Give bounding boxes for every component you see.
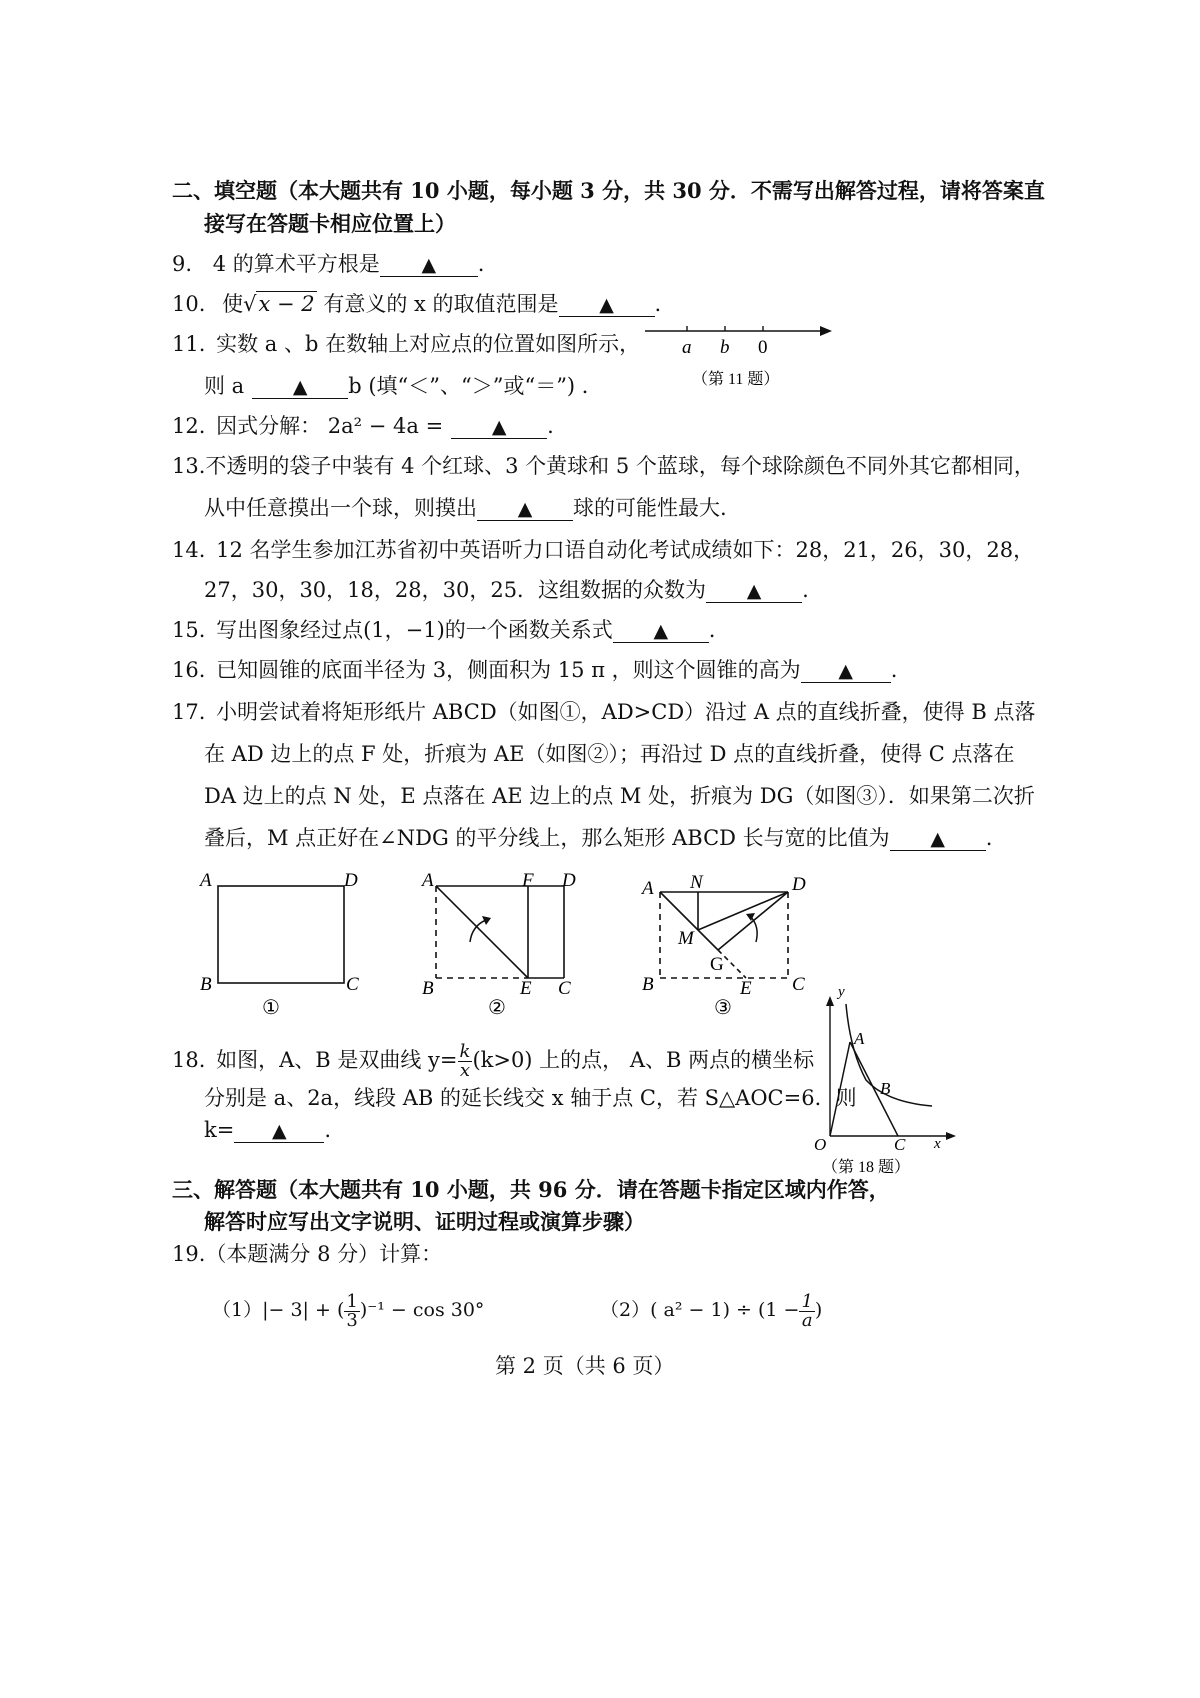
- q19-part1-fraction: [344, 1290, 359, 1331]
- label-a: a: [682, 337, 692, 358]
- q19-part2-label: （2）: [600, 1299, 651, 1321]
- figure-2-label: ②: [488, 997, 506, 1019]
- vertex-D: D: [792, 874, 806, 895]
- section2-title-line2: 接写在答题卡相应位置上）: [204, 211, 456, 236]
- q17-text-4: 叠后，M 点正好在∠NDG 的平分线上，那么矩形 ABCD 长与宽的比值为: [204, 826, 890, 850]
- vertex-M: M: [678, 928, 694, 949]
- q19-part2-pre: ( a² − 1) ÷ (1 −: [650, 1299, 800, 1321]
- q15-text: 写出图象经过点(1，−1)的一个函数关系式: [216, 618, 613, 642]
- section2-title-line1: 二、填空题（本大题共有 10 小题，每小题 3 分，共 30 分．不需写出解答过程，请将答案直: [172, 178, 1045, 203]
- q9-number: 9.: [172, 252, 193, 276]
- segment-MD: [698, 892, 788, 930]
- q19-part2: [600, 1290, 822, 1330]
- vertex-C: C: [346, 974, 359, 995]
- triangle-icon: ▲: [653, 620, 669, 642]
- q13-answer-blank: [477, 497, 573, 521]
- q10-post: 有意义的 x 的取值范围是: [323, 292, 559, 316]
- vertex-C: C: [558, 978, 571, 999]
- vertex-F: F: [522, 870, 534, 891]
- q9-end: .: [477, 252, 485, 276]
- question-14-line2: [204, 576, 809, 604]
- vertex-E: E: [740, 978, 752, 999]
- q17-answer-blank: [890, 827, 986, 851]
- question-15: [172, 616, 715, 644]
- q15-answer-blank: [613, 619, 709, 643]
- q19-part1-post: )⁻¹ − cos 30°: [359, 1299, 485, 1321]
- q18-text-post: (k>0) 上的点， A、B 两点的横坐标: [472, 1048, 815, 1072]
- q19-part1-num: 1: [346, 1290, 358, 1312]
- question-10: [172, 290, 661, 318]
- q9-text: 4 的算术平方根是: [212, 252, 380, 276]
- q17-figure-1: [196, 868, 376, 1028]
- question-12: [172, 412, 554, 440]
- question-9: [172, 250, 484, 278]
- x-arrow-icon: [946, 1132, 956, 1140]
- q19-part1-den: 3: [346, 1309, 358, 1331]
- q14-answer-blank: [706, 579, 802, 603]
- q13-text: 不透明的袋子中装有 4 个红球、3 个黄球和 5 个蓝球，每个球除颜色不同外其它都相同，: [205, 454, 1035, 478]
- question-11-line1: [172, 330, 640, 358]
- figure-18-caption: （第 18 题）: [822, 1159, 911, 1176]
- q14-number: 14.: [172, 538, 206, 562]
- q10-number: 10.: [172, 292, 206, 316]
- q18-text-pre: 如图，A、B 是双曲线 y=: [216, 1048, 458, 1072]
- triangle-icon: ▲: [491, 416, 507, 438]
- rectangle-abcd: [218, 886, 344, 983]
- q18-frac-num: k: [459, 1041, 471, 1062]
- q14-text: 12 名学生参加江苏省初中英语听力口语自动化考试成绩如下：28，21，26，30，28，: [216, 538, 1035, 562]
- crease-AE: [436, 886, 528, 978]
- q10-radicand: x − 2: [258, 292, 315, 316]
- figure-1-label: ①: [262, 997, 280, 1019]
- q12-text: 因式分解： 2a² − 4a =: [216, 414, 444, 438]
- vertex-D: D: [344, 870, 358, 891]
- label-zero: 0: [758, 337, 768, 358]
- q19-text: （本题满分 8 分）计算：: [205, 1242, 443, 1266]
- number-line-figure: [640, 318, 840, 398]
- crease-DG: [718, 892, 788, 950]
- y-arrow-icon: [826, 996, 834, 1006]
- q18-k-label: k=: [204, 1118, 235, 1142]
- section3-title-line2: 解答时应写出文字说明、证明过程或演算步骤）: [204, 1209, 645, 1234]
- question-13-line1: [172, 452, 1035, 480]
- question-17-line1: [172, 698, 1035, 726]
- vertex-B: B: [642, 974, 654, 995]
- q10-end: .: [654, 292, 662, 316]
- section3-title-line1: 三、解答题（本大题共有 10 小题，共 96 分．请在答题卡指定区域内作答，: [172, 1177, 890, 1202]
- q19-part1-label: （1）: [212, 1299, 263, 1321]
- line-ABC: [850, 1042, 898, 1136]
- q12-answer-blank: [451, 415, 547, 439]
- triangle-icon: ▲: [838, 660, 853, 682]
- q13-number: 13.: [172, 454, 206, 478]
- label-b: b: [720, 337, 730, 358]
- vertex-E: E: [520, 978, 532, 999]
- q19-part1-pre: |− 3| + (: [262, 1299, 345, 1321]
- triangle-icon: ▲: [599, 294, 614, 316]
- q17-text-1: 小明尝试着将矩形纸片 ABCD（如图①，AD>CD）沿过 A 点的直线折叠，使得 B 点落: [216, 700, 1036, 724]
- q18-hyperbola-figure: [806, 984, 966, 1180]
- q19-part2-fraction: [799, 1290, 814, 1331]
- vertex-B: B: [200, 974, 212, 995]
- q19-part2-num: 1: [801, 1290, 813, 1312]
- question-11-line2: [204, 372, 603, 400]
- triangle-icon: ▲: [746, 580, 762, 602]
- q11-number: 11.: [172, 332, 206, 356]
- segment-OA: [830, 1042, 850, 1136]
- vertex-A: A: [422, 870, 434, 891]
- question-19: [172, 1240, 442, 1268]
- q17-figure-3: [638, 870, 818, 1030]
- figure-3-label: ③: [714, 997, 732, 1019]
- triangle-icon: ▲: [272, 1120, 287, 1142]
- point-B: B: [880, 1079, 891, 1098]
- origin-O: O: [814, 1135, 827, 1154]
- q12-number: 12.: [172, 414, 206, 438]
- q17-figure-2: [418, 868, 598, 1028]
- q14-line2: 27，30，30，18，28，30，25．这组数据的众数为: [204, 578, 707, 602]
- vertex-D: D: [562, 870, 576, 891]
- question-18-line1: [172, 1042, 814, 1080]
- q18-frac-den: x: [459, 1060, 471, 1081]
- q16-answer-blank: [801, 659, 891, 683]
- question-18-line3: [204, 1116, 331, 1144]
- triangle-icon: ▲: [421, 254, 437, 276]
- question-17-line4: [204, 824, 992, 852]
- vertex-C: C: [792, 974, 805, 995]
- q11-line2-post: b (填“＜”、“＞”或“＝”) ．: [348, 374, 603, 398]
- q11-text: 实数 a 、b 在数轴上对应点的位置如图所示，: [216, 332, 641, 356]
- q17-number: 17.: [172, 700, 206, 724]
- vertex-B: B: [422, 978, 434, 999]
- q16-text: 已知圆锥的底面半径为 3，侧面积为 15 π ，则这个圆锥的高为: [216, 658, 801, 682]
- q16-number: 16.: [172, 658, 206, 682]
- q18-fraction: [458, 1043, 473, 1080]
- triangle-icon: ▲: [292, 376, 308, 398]
- page-footer: 第 2 页（共 6 页）: [495, 1354, 675, 1378]
- q10-answer-blank: [559, 293, 655, 317]
- question-14-line1: [172, 536, 1034, 564]
- q18-answer-blank: [234, 1119, 324, 1143]
- triangle-icon: ▲: [517, 498, 533, 520]
- q19-number: 19.: [172, 1242, 206, 1266]
- q11-answer-blank: [252, 375, 348, 399]
- q19-part2-post: ): [814, 1299, 823, 1321]
- sqrt-icon: √: [243, 292, 257, 316]
- q15-end: .: [708, 618, 716, 642]
- q19-part2-den: a: [801, 1309, 813, 1331]
- vertex-A: A: [200, 870, 212, 891]
- vertex-N: N: [690, 872, 703, 893]
- q17-text-2: 在 AD 边上的点 F 处，折痕为 AE（如图②）；再沿过 D 点的直线折叠，使得 C 点落在: [204, 742, 1015, 766]
- q9-answer-blank: [380, 253, 478, 277]
- q17-text-3: DA 边上的点 N 处，E 点落在 AE 边上的点 M 处，折痕为 DG（如图③）．如果第二次折: [204, 784, 1035, 808]
- q16-end: .: [890, 658, 898, 682]
- q15-number: 15.: [172, 618, 206, 642]
- point-C: C: [894, 1135, 906, 1154]
- axis-label-x: x: [934, 1136, 941, 1152]
- triangle-icon: ▲: [930, 828, 945, 850]
- vertex-A: A: [642, 878, 654, 899]
- question-16: [172, 656, 897, 684]
- q12-end: .: [547, 414, 554, 438]
- q17-end: .: [985, 826, 993, 850]
- q13-line2-post: 球的可能性最大.: [573, 496, 727, 520]
- figure-11-caption: （第 11 题）: [692, 371, 780, 388]
- q18-text-2: 分别是 a、2a，线段 AB 的延长线交 x 轴于点 C，若 S△AOC=6．则: [204, 1086, 857, 1110]
- q18-end: .: [324, 1118, 332, 1142]
- q10-pre: 使: [222, 292, 244, 316]
- q19-part1: [212, 1290, 484, 1330]
- q14-end: .: [802, 578, 809, 602]
- q13-line2-pre: 从中任意摸出一个球，则摸出: [204, 496, 477, 520]
- q11-line2-pre: 则 a: [204, 374, 245, 398]
- q18-number: 18.: [172, 1048, 206, 1072]
- axis-label-y: y: [838, 984, 845, 1000]
- arrow-right-icon: [820, 326, 832, 336]
- point-A: A: [854, 1029, 865, 1048]
- vertex-G: G: [710, 954, 724, 975]
- question-13-line2: [204, 494, 727, 522]
